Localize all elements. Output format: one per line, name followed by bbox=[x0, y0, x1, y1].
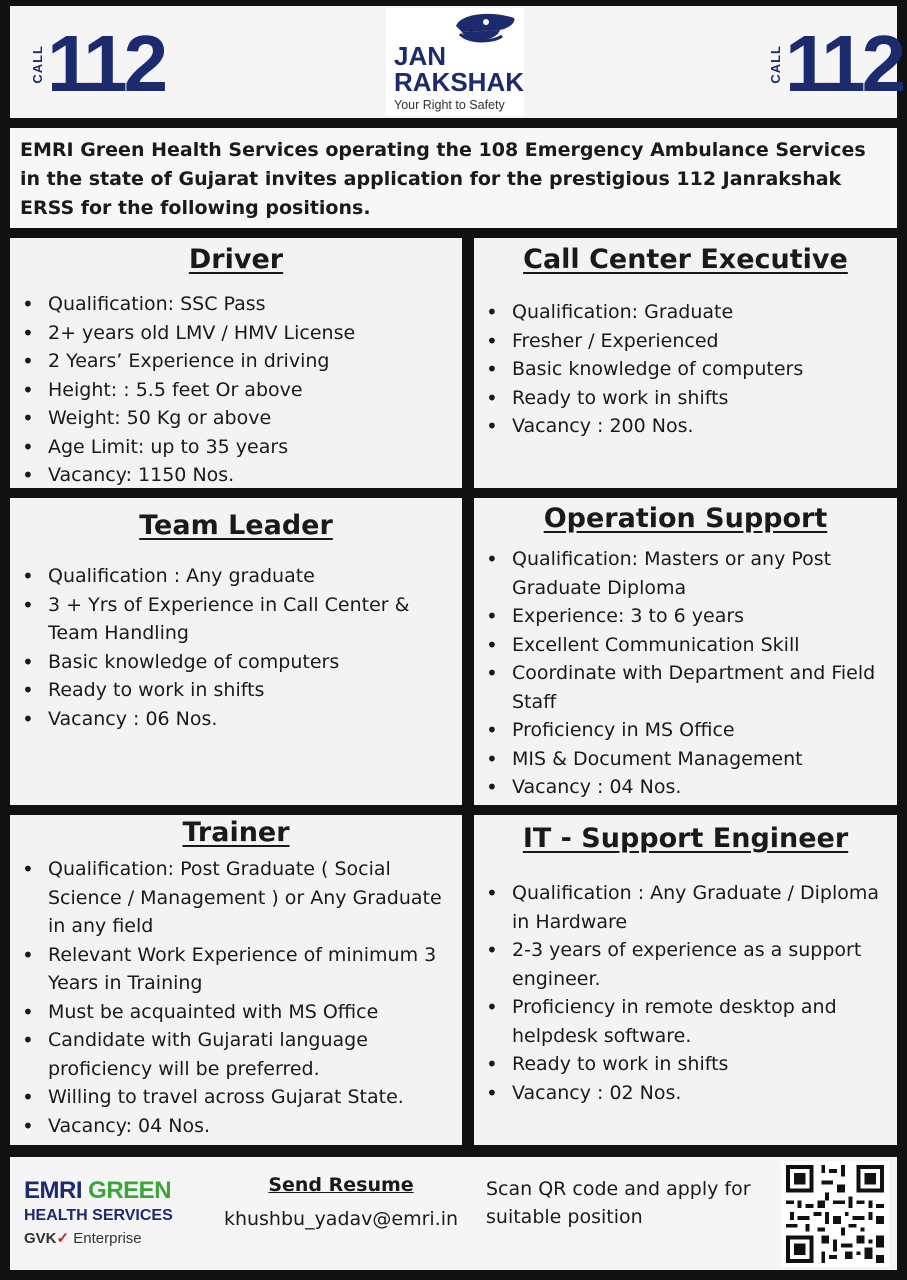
logo-emri-text: EMRI bbox=[24, 1177, 82, 1204]
logo-enterprise-text: Enterprise bbox=[73, 1230, 142, 1247]
send-resume-title: Send Resume bbox=[268, 1174, 414, 1196]
list-item: • Ready to work in shifts bbox=[474, 384, 897, 413]
job-title: IT - Support Engineer bbox=[522, 823, 849, 854]
send-resume-block bbox=[210, 1171, 472, 1239]
header-banner bbox=[10, 6, 903, 118]
intro-panel bbox=[10, 128, 897, 228]
job-requirements bbox=[474, 298, 897, 441]
list-item: • Qualification: Post Graduate ( Social Science / Management ) or Any Graduate in any field bbox=[10, 855, 454, 941]
list-item: • Basic knowledge of computers bbox=[474, 355, 897, 384]
job-card-call-center-executive bbox=[474, 238, 897, 488]
job-title: Team Leader bbox=[139, 510, 333, 541]
list-item: • Vacancy: 04 Nos. bbox=[10, 1112, 454, 1141]
list-item: • Qualification: Graduate bbox=[474, 298, 897, 327]
call-112-logo-left bbox=[30, 19, 165, 108]
list-item: • Age Limit: up to 35 years bbox=[10, 433, 462, 462]
emri-green-logo bbox=[24, 1177, 173, 1247]
job-title: Call Center Executive bbox=[523, 244, 848, 275]
logo-gvk-text: GVK bbox=[24, 1230, 57, 1247]
list-item: • 3 + Yrs of Experience in Call Center & Team Handling bbox=[10, 591, 422, 648]
scan-qr-text: Scan QR code and apply for suitable position bbox=[486, 1178, 751, 1228]
list-item: • Proficiency in MS Office bbox=[474, 716, 877, 745]
brand-line-2: RAKSHAK bbox=[394, 67, 524, 97]
job-title: Operation Support bbox=[543, 503, 828, 534]
resume-email-link[interactable]: khushbu_yadav@emri.in bbox=[223, 1208, 459, 1230]
job-card-it-support-engineer bbox=[474, 815, 897, 1145]
call-number: 112 bbox=[47, 19, 165, 108]
qr-code-icon[interactable] bbox=[781, 1161, 889, 1267]
list-item: • Proficiency in remote desktop and helpdesk software. bbox=[474, 993, 889, 1050]
job-card-driver bbox=[10, 238, 462, 488]
list-item: • Vacancy: 1150 Nos. bbox=[10, 461, 462, 490]
list-item: • Vacancy : 04 Nos. bbox=[474, 773, 877, 802]
list-item: • Weight: 50 Kg or above bbox=[10, 404, 462, 433]
list-item: • Ready to work in shifts bbox=[474, 1050, 889, 1079]
list-item: • Candidate with Gujarati language proficiency will be preferred. bbox=[10, 1026, 454, 1083]
call-112-logo-right bbox=[768, 19, 903, 108]
list-item: • Qualification: SSC Pass bbox=[10, 290, 462, 319]
police-cap-icon bbox=[450, 12, 520, 46]
list-item: • Basic knowledge of computers bbox=[10, 648, 422, 677]
call-word: CALL bbox=[768, 44, 783, 84]
list-item: • Qualification: Masters or any Post Graduate Diploma bbox=[474, 545, 877, 602]
job-requirements bbox=[474, 879, 897, 1107]
intro-text: EMRI Green Health Services operating the 108 Emergency Ambulance Services in the state of Gujarat invites application for the prestigious 112 Janrakshak ERSS for the following positions. bbox=[20, 139, 866, 219]
gvk-tick-icon: ✓ bbox=[56, 1230, 70, 1247]
job-card-operation-support bbox=[474, 498, 897, 805]
jan-rakshak-logo bbox=[386, 8, 524, 116]
list-item: • 2+ years old LMV / HMV License bbox=[10, 319, 462, 348]
job-requirements bbox=[10, 290, 462, 490]
brand-tagline: Your Right to Safety bbox=[394, 98, 505, 112]
list-item: • 2-3 years of experience as a support engineer. bbox=[474, 936, 889, 993]
list-item: • Coordinate with Department and Field Staff bbox=[474, 659, 877, 716]
job-card-team-leader bbox=[10, 498, 462, 805]
list-item: • Relevant Work Experience of minimum 3 Years in Training bbox=[10, 941, 454, 998]
logo-green-text: GREEN bbox=[88, 1177, 172, 1204]
logo-health-services: HEALTH SERVICES bbox=[24, 1207, 173, 1224]
job-card-trainer bbox=[10, 815, 462, 1145]
list-item: • Fresher / Experienced bbox=[474, 327, 897, 356]
list-item: • Ready to work in shifts bbox=[10, 676, 422, 705]
call-number: 112 bbox=[785, 19, 903, 108]
list-item: • Qualification : Any graduate bbox=[10, 562, 422, 591]
list-item: • Excellent Communication Skill bbox=[474, 631, 877, 660]
list-item: • Vacancy : 200 Nos. bbox=[474, 412, 897, 441]
list-item: • 2 Years’ Experience in driving bbox=[10, 347, 462, 376]
list-item: • Must be acquainted with MS Office bbox=[10, 998, 454, 1027]
list-item: • MIS & Document Management bbox=[474, 745, 877, 774]
job-title: Driver bbox=[188, 244, 284, 275]
list-item: • Vacancy : 06 Nos. bbox=[10, 705, 422, 734]
job-requirements bbox=[10, 855, 462, 1140]
brand-line-1: JAN bbox=[394, 41, 447, 71]
list-item: • Qualification : Any Graduate / Diploma in Hardware bbox=[474, 879, 889, 936]
call-word: CALL bbox=[30, 44, 45, 84]
list-item: • Experience: 3 to 6 years bbox=[474, 602, 877, 631]
list-item: • Height: : 5.5 feet Or above bbox=[10, 376, 462, 405]
job-title: Trainer bbox=[182, 817, 290, 848]
job-requirements bbox=[10, 562, 462, 733]
list-item: • Willing to travel across Gujarat State. bbox=[10, 1083, 454, 1112]
list-item: • Vacancy : 02 Nos. bbox=[474, 1079, 889, 1108]
footer-panel bbox=[10, 1157, 897, 1270]
job-requirements bbox=[474, 545, 897, 802]
